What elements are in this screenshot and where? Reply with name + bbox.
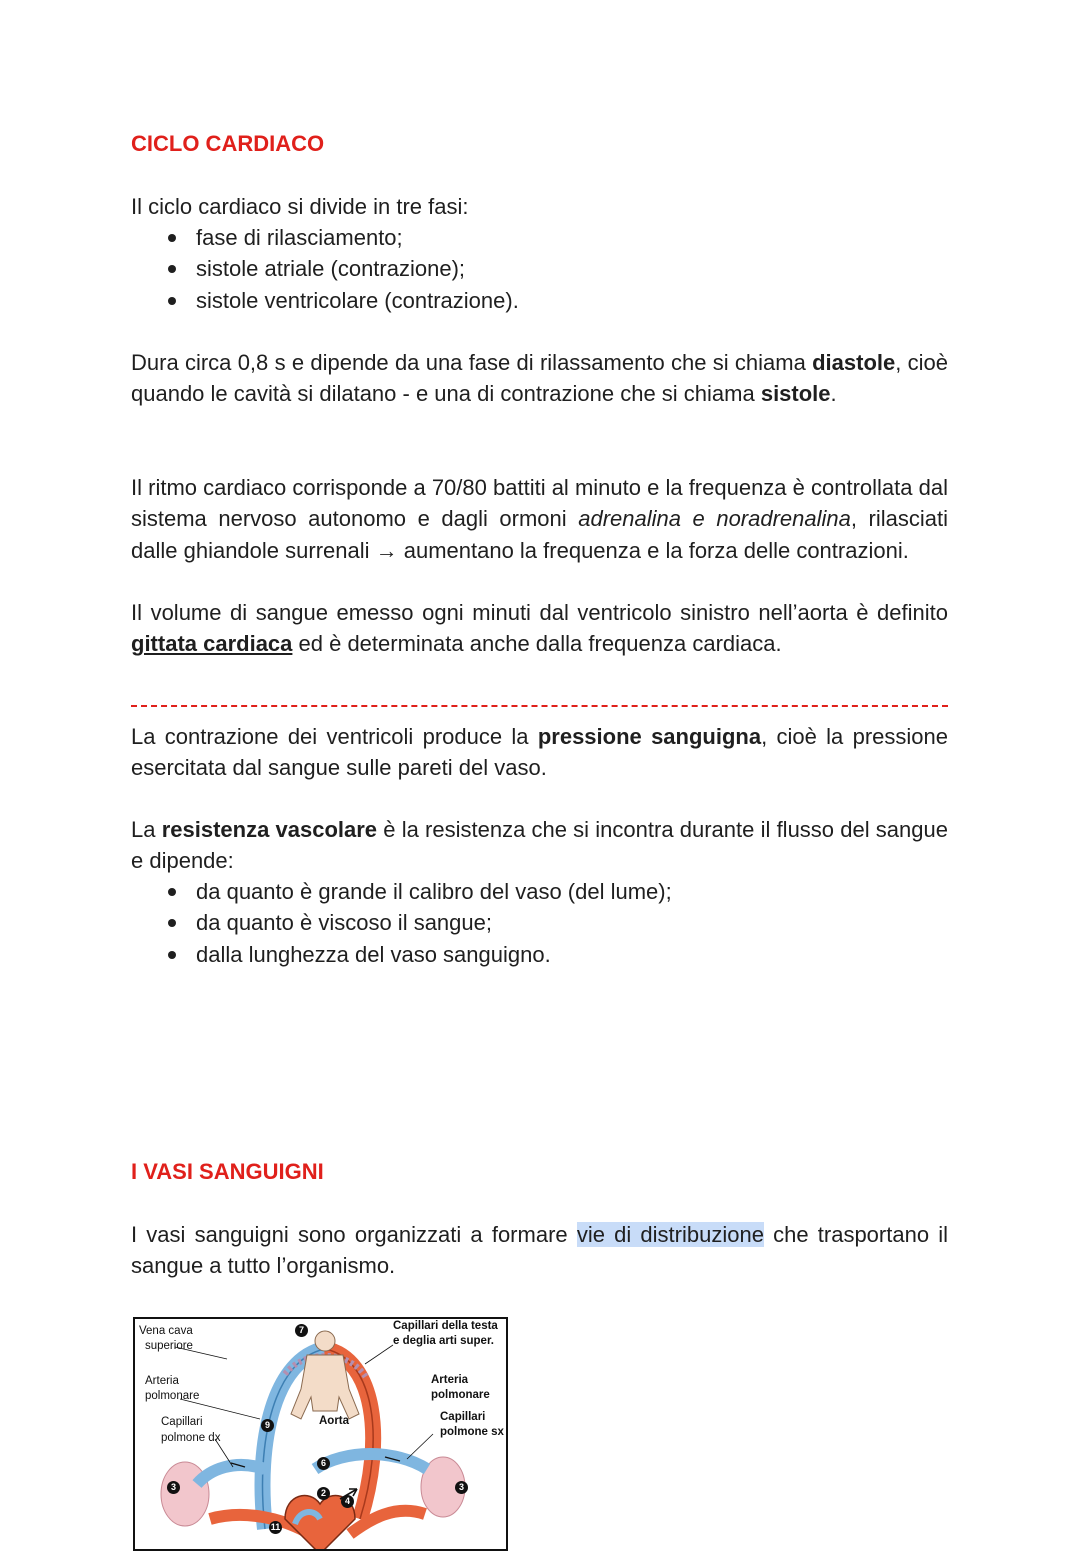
section-title-vasi-sanguigni: I VASI SANGUIGNI bbox=[131, 1159, 324, 1184]
highlighted-text[interactable]: vie di distribuzione bbox=[576, 1222, 764, 1247]
number-marker: 2 bbox=[317, 1487, 330, 1500]
term-diastole: diastole bbox=[812, 350, 896, 375]
list-item: fase di rilasciamento; bbox=[165, 222, 519, 253]
circulation-diagram bbox=[133, 1317, 508, 1551]
phases-list bbox=[165, 222, 519, 316]
list-item: da quanto è grande il calibro del vaso (del lume); bbox=[165, 876, 672, 907]
paragraph-ritmo: Il ritmo cardiaco corrisponde a 70/80 battiti al minuto e la frequenza è controllata dal sistema nervoso autonomo e dagli ormoni adrenalina e noradrenalina, rilasciati dalle ghiandole surrenali → aumentano la frequenza e la forza delle contrazioni. bbox=[131, 475, 949, 563]
term-sistole: sistole bbox=[760, 381, 831, 407]
label-capillari-dx-2: polmone dx bbox=[161, 1432, 221, 1444]
label-capillari-testa-2: e deglia arti super. bbox=[393, 1335, 494, 1347]
paragraph-durata: Dura circa 0,8 s e dipende da una fase di rilassamento che si chiama diastole, cioè quando le cavità si dilatano - e una di contrazione che si chiama sistole. bbox=[131, 350, 948, 407]
term-noradrenalina: noradrenalina bbox=[716, 506, 851, 532]
dashed-separator bbox=[131, 705, 948, 707]
label-arteria-polmonare-right: Arteria bbox=[431, 1374, 469, 1386]
number-marker: 4 bbox=[341, 1495, 354, 1508]
number-marker: 7 bbox=[295, 1324, 308, 1337]
number-marker: 3 bbox=[455, 1481, 468, 1494]
number-marker: 11 bbox=[270, 1522, 281, 1532]
term-adrenalina: adrenalina bbox=[578, 506, 681, 532]
number-marker: 3 bbox=[167, 1481, 180, 1494]
label-capillari-testa: Capillari della testa bbox=[393, 1320, 498, 1332]
label-capillari-sx-2: polmone sx bbox=[440, 1426, 504, 1438]
list-item: sistole ventricolare (contrazione). bbox=[165, 285, 519, 316]
number-marker: 6 bbox=[317, 1457, 330, 1470]
paragraph-gittata: Il volume di sangue emesso ogni minuti dal ventricolo sinistro nell’aorta è definito gittata cardiaca ed è determinata anche dalla frequenza cardiaca. bbox=[131, 600, 948, 657]
term-resistenza-vascolare: resistenza vascolare bbox=[161, 817, 378, 842]
paragraph-vasi: I vasi sanguigni sono organizzati a formare vie di distribuzione che trasportano il sangue a tutto l’organismo. bbox=[131, 1222, 949, 1279]
label-capillari-dx: Capillari bbox=[161, 1416, 203, 1428]
label-arteria-polmonare-left-2: polmonare bbox=[145, 1390, 200, 1402]
factors-list bbox=[165, 876, 672, 970]
label-aorta: Aorta bbox=[319, 1415, 350, 1427]
term-pressione-sanguigna: pressione sanguigna bbox=[537, 724, 762, 749]
intro-text: Il ciclo cardiaco si divide in tre fasi: bbox=[131, 194, 469, 219]
number-marker: 9 bbox=[261, 1419, 274, 1432]
label-capillari-sx: Capillari bbox=[440, 1411, 486, 1423]
paragraph-pressione: La contrazione dei ventricoli produce la pressione sanguigna, cioè la pressione esercitata dal sangue sulle pareti del vaso. bbox=[131, 724, 948, 781]
list-item: sistole atriale (contrazione); bbox=[165, 253, 519, 284]
label-vena-cava-2: superiore bbox=[145, 1340, 193, 1352]
label-arteria-polmonare-left: Arteria bbox=[145, 1375, 179, 1387]
section-title-ciclo-cardiaco: CICLO CARDIACO bbox=[131, 131, 325, 156]
list-item: da quanto è viscoso il sangue; bbox=[165, 907, 672, 938]
person-head bbox=[315, 1331, 335, 1351]
label-vena-cava: Vena cava bbox=[139, 1325, 193, 1337]
list-item: dalla lunghezza del vaso sanguigno. bbox=[165, 939, 672, 970]
paragraph-resistenza: La resistenza vascolare è la resistenza che si incontra durante il flusso del sangue e dipende: bbox=[131, 817, 948, 874]
label-arteria-polmonare-right-2: polmonare bbox=[431, 1389, 490, 1401]
term-gittata-cardiaca: gittata cardiaca bbox=[131, 631, 293, 657]
